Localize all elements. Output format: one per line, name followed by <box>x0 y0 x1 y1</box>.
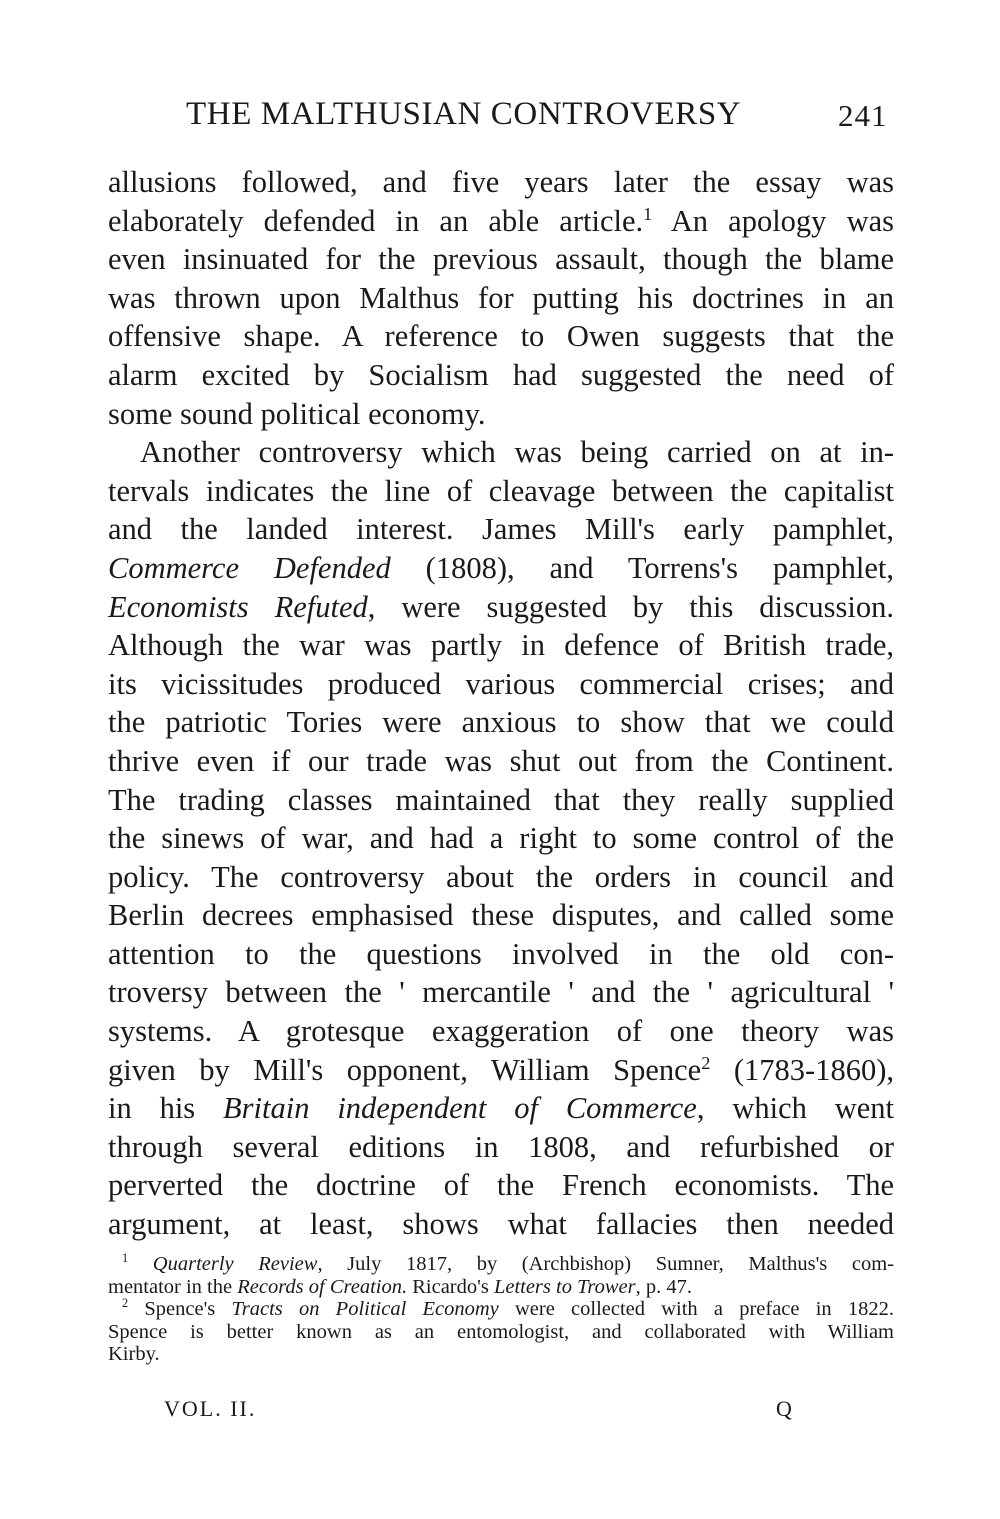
text-line: Berlin decrees emphasised these disputes, and called some <box>108 898 894 933</box>
footnote-1: $^1$ Quarterly Review, July 1817, by (Archbishop) Sumner, Malthus's com- <box>122 1251 895 1275</box>
text-line: in his Britain independent of Commerce, which went <box>108 1091 894 1126</box>
text-line: Commerce Defended (1808), and Torrens's pamphlet, <box>108 550 894 585</box>
book-title: Economists Refuted <box>108 589 368 624</box>
text-line: even insinuated for the previous assault, though the blame <box>108 242 894 277</box>
book-title: Britain independent of Commerce <box>223 1091 697 1126</box>
volume-label: VOL. II. <box>164 1396 257 1421</box>
text-line: elaborately defended in an able article.$^1$ An apology was <box>108 203 894 238</box>
text-line: some sound political economy. <box>108 396 486 431</box>
text-line: tervals indicates the line of cleavage between the capitalist <box>108 473 894 508</box>
text-line: Economists Refuted, were suggested by this discussion. <box>108 589 894 624</box>
page-number: 241 <box>838 98 888 133</box>
text-line: and the landed interest. James Mill's early pamphlet, <box>108 512 894 547</box>
footnote-1-cont: mentator in the Records of Creation. Ricardo's Letters to Trower, p. 47. <box>108 1275 692 1298</box>
footnote-2: $^2$ Spence's Tracts on Political Economy were collected with a preface in 1822. <box>122 1296 894 1321</box>
text-line: offensive shape. A reference to Owen suggests that the <box>108 319 894 354</box>
text-line: systems. A grotesque exaggeration of one theory was <box>108 1014 894 1049</box>
text-line: through several editions in 1808, and refurbished or <box>108 1129 894 1164</box>
text-line: its vicissitudes produced various commercial crises; and <box>108 666 894 701</box>
footnote-ref: 1 <box>643 203 653 224</box>
book-title: Commerce Defended <box>108 550 391 585</box>
footnotes <box>108 1253 894 1366</box>
footnote-2-cont: Kirby. <box>108 1343 160 1366</box>
footnote-ref: 2 <box>701 1052 711 1073</box>
text-line: argument, at least, shows what fallacies then needed <box>108 1207 894 1242</box>
text-line: the patriotic Tories were anxious to show that we could <box>108 705 894 740</box>
running-title: THE MALTHUSIAN CONTROVERSY <box>186 96 742 132</box>
text-line: Another controversy which was being carried on at in- <box>140 435 894 470</box>
text-line: was thrown upon Malthus for putting his doctrines in an <box>108 280 894 315</box>
text-line: troversy between the ' mercantile ' and the ' agricultural ' <box>108 975 894 1010</box>
signature-mark: Q <box>776 1396 792 1421</box>
text-line: Although the war was partly in defence of British trade, <box>108 628 894 663</box>
text-line: allusions followed, and five years later the essay was <box>108 165 894 199</box>
text-line: thrive even if our trade was shut out from the Continent. <box>108 743 894 778</box>
text-line: policy. The controversy about the orders in council and <box>108 859 894 894</box>
text-line: the sinews of war, and had a right to some control of the <box>108 821 894 856</box>
page-header <box>0 96 1000 136</box>
body-text <box>108 163 894 1244</box>
text-line: perverted the doctrine of the French economists. The <box>108 1168 894 1203</box>
text-line: The trading classes maintained that they really supplied <box>108 782 894 817</box>
text-line: given by Mill's opponent, William Spence$^2$ (1783-1860), <box>108 1052 894 1087</box>
text-line: attention to the questions involved in the old con- <box>108 936 894 971</box>
signature-line <box>0 1396 1000 1426</box>
footnote-2-cont: Spence is better known as an entomologist, and collaborated with William <box>108 1320 894 1343</box>
text-line: alarm excited by Socialism had suggested the need of <box>108 357 894 392</box>
